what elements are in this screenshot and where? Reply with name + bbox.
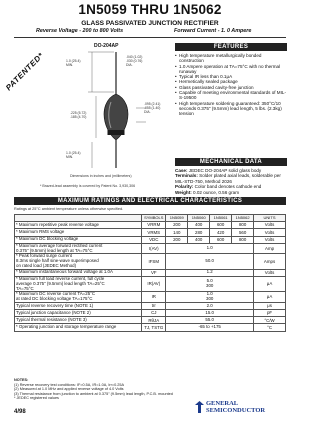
- dim-text: DIA.: [126, 62, 133, 67]
- package-label: DO-204AP: [94, 43, 119, 49]
- symbol-cell: RθJA: [142, 317, 166, 324]
- dim-text: .055 (1.40): [144, 105, 161, 110]
- value-cell: -65 to +175: [166, 324, 254, 331]
- reverse-voltage: Reverse Voltage - 200 to 800 Volts: [36, 28, 124, 34]
- value-cell: 200: [166, 222, 188, 229]
- parameter-cell: * Maximum DC blocking voltage: [15, 236, 142, 243]
- parameter-cell: * Maximum RMS voltage: [15, 229, 142, 236]
- dim-text: DIA.: [144, 109, 151, 114]
- symbol-cell: VRMS: [142, 229, 166, 236]
- feature-item: • High temperature metallurgically bonded construction: [175, 53, 287, 64]
- features-list: [175, 53, 287, 117]
- symbol-cell: IFSM: [142, 254, 166, 269]
- table-row: [15, 229, 286, 236]
- note-line: (3) Thermal resistance from junction to ambient at 0.375" (9.5mm) lead length, P.C.B. mounted: [14, 391, 173, 396]
- max-ratings-note: Ratings at 25°C ambient temperature unless otherwise specified.: [14, 207, 124, 211]
- feature-item: • Glass passivated cavity-free junction: [175, 85, 287, 90]
- terminals-label: Terminals:: [175, 173, 198, 179]
- table-body: [15, 222, 286, 331]
- table-row: [15, 310, 286, 317]
- company-logo-icon: [194, 400, 205, 414]
- feature-item: • Hermetically sealed package: [175, 79, 287, 84]
- dim-text: .185 (4.70): [70, 114, 87, 119]
- value-cell: 600: [210, 222, 232, 229]
- feature-item: • Typical IR less than 0.1μA: [175, 74, 287, 79]
- unit-cell: Amp: [254, 243, 286, 254]
- table-row: [15, 292, 286, 303]
- note-line: * JEDEC registered values: [14, 396, 59, 401]
- forward-current: Forward Current - 1. 0 Ampere: [174, 28, 252, 34]
- column-header: [15, 215, 142, 222]
- value-cell: 1.0 300: [166, 292, 254, 303]
- weight-label: Weight:: [175, 189, 192, 195]
- page-subtitle: GLASS PASSIVATED JUNCTION RECTIFIER: [81, 20, 219, 27]
- column-header: SYMBOLS: [142, 215, 166, 222]
- note-line: (2) Measured at 1.0 MHz and applied reverse voltage of 4.0 Volts: [14, 387, 124, 392]
- unit-cell: pF: [254, 310, 286, 317]
- value-cell: 1.2: [166, 269, 254, 276]
- unit-cell: °C: [254, 324, 286, 331]
- symbol-cell: IR: [142, 292, 166, 303]
- unit-cell: μA: [254, 276, 286, 291]
- page-title: 1N5059 THRU 1N5062: [78, 2, 222, 17]
- unit-cell: Volts: [254, 229, 286, 236]
- value-cell: 2.0: [166, 302, 254, 309]
- value-cell: 5.0 300: [166, 276, 254, 291]
- column-header: UNITS: [254, 215, 286, 222]
- case-value: JEDEC DO-204AP solid glass body: [188, 168, 262, 173]
- weight-value: 0.02 ounce, 0.56 gram: [193, 189, 240, 195]
- features-heading: FEATURES: [175, 43, 287, 51]
- brand-name: [206, 400, 296, 414]
- value-cell: 1.0: [166, 243, 254, 254]
- value-cell: 400: [188, 222, 210, 229]
- value-cell: 140: [166, 229, 188, 236]
- dimension-note: Dimensions in inches and (millimeters): [70, 174, 132, 178]
- value-cell: 400: [188, 236, 210, 243]
- divider: [14, 37, 286, 38]
- parameter-cell: Typical junction capacitance (NOTE 2): [15, 310, 142, 317]
- max-ratings-heading: MAXIMUM RATINGS AND ELECTRICAL CHARACTERISTICS: [14, 197, 286, 205]
- features-section: [175, 43, 287, 117]
- patented-label: PATENTED*: [4, 50, 46, 93]
- dim-text: MIN.: [66, 154, 74, 159]
- mechanical-text: [175, 168, 287, 195]
- dim-text: .040 (1.02): [126, 55, 143, 59]
- symbol-cell: I(AV): [142, 243, 166, 254]
- parameter-cell: * Maximum full load reverse current, full cycle average 0.375" (9.5mm) lead length TA=25°C TA=75°C: [15, 276, 142, 291]
- table-row: [15, 324, 286, 331]
- parameter-cell: * Maximum average forward rectified current 0.375" (9.5mm) lead length at TA=75°C: [15, 243, 142, 254]
- table-header-row: [15, 215, 286, 222]
- feature-item: • 1.0 Ampere operation at TA=75°C with no thermal runaway: [175, 64, 287, 75]
- dim-text: 1.0 (25.4): [66, 151, 81, 155]
- dim-text: MIN.: [66, 62, 74, 67]
- notes-section: [14, 378, 214, 401]
- unit-cell: μs: [254, 302, 286, 309]
- table-row: [15, 254, 286, 269]
- unit-cell: Volts: [254, 222, 286, 229]
- parameter-cell: Typical reverse recovery time (NOTE 1): [15, 302, 142, 309]
- unit-cell: Amps: [254, 254, 286, 269]
- column-header: 1N5061: [210, 215, 232, 222]
- value-cell: 600: [210, 236, 232, 243]
- value-cell: 15.0: [166, 310, 254, 317]
- terminals-value: Solder plated axial leads, solderable per MIL-STD-750, Method 2026: [175, 173, 281, 184]
- symbol-cell: trr: [142, 302, 166, 309]
- symbol-cell: VF: [142, 269, 166, 276]
- dim-text: .225 (5.72): [70, 111, 87, 115]
- notes-heading: NOTES:: [14, 378, 29, 382]
- table-row: [15, 222, 286, 229]
- unit-cell: Volts: [254, 269, 286, 276]
- table-row: [15, 276, 286, 291]
- patent-note: * Brazed-lead assembly is covered by Patent No. 3,930,306: [40, 184, 136, 188]
- value-cell: 280: [188, 229, 210, 236]
- parameter-cell: * Maximum DC reverse current TA=25°C at rated DC blocking voltage TA=175°C: [15, 292, 142, 303]
- polarity-label: Polarity:: [175, 184, 194, 190]
- parameter-cell: * Operating junction and storage temperature range: [15, 324, 142, 331]
- symbol-cell: TJ, TSTG: [142, 324, 166, 331]
- symbol-cell: IR(AV): [142, 276, 166, 291]
- symbol-cell: VRRM: [142, 222, 166, 229]
- value-cell: 800: [232, 236, 254, 243]
- dim-body-left: [70, 112, 86, 120]
- table-row: [15, 317, 286, 324]
- polarity-value: Color band denotes cathode end: [194, 184, 262, 190]
- dim-bottom-left: [66, 152, 81, 160]
- case-label: Case:: [175, 168, 188, 173]
- symbol-cell: VDC: [142, 236, 166, 243]
- value-cell: 420: [210, 229, 232, 236]
- unit-cell: °C/W: [254, 317, 286, 324]
- column-header: 1N5060: [188, 215, 210, 222]
- parameter-cell: * Maximum repetitive peak reverse voltage: [15, 222, 142, 229]
- symbol-cell: CJ: [142, 310, 166, 317]
- unit-cell: μA: [254, 292, 286, 303]
- value-cell: 200: [166, 236, 188, 243]
- note-line: (1) Reverse recovery test conditions: IF=0.5A, IR=1.0A, Irr=0.25A: [14, 382, 125, 387]
- parameter-cell: * Maximum instantaneous forward voltage at 1.0A: [15, 269, 142, 276]
- column-header: 1N5059: [166, 215, 188, 222]
- dim-body-right: [144, 103, 160, 114]
- dim-top-right: [126, 56, 142, 67]
- date-code: 4/98: [14, 409, 26, 415]
- value-cell: 55.0: [166, 317, 254, 324]
- mechanical-heading: MECHANICAL DATA: [175, 158, 287, 166]
- brand-line-2: SEMICONDUCTOR: [206, 407, 266, 414]
- feature-item: • High temperature soldering guaranteed: 350°C/10 seconds 0.375" (9.5mm) lead length, 5 lbs. (2.3kg) tension: [175, 101, 287, 117]
- parameter-cell: * Peak forward surge current 8.3ms single half sine-wave superimposed on rated load (JEDEC Method): [15, 254, 142, 269]
- dim-text: .030 (0.76): [126, 58, 143, 63]
- unit-cell: Volts: [254, 236, 286, 243]
- table-row: [15, 243, 286, 254]
- value-cell: 50.0: [166, 254, 254, 269]
- feature-item: • Capable of meeting environmental standards of MIL-S-19500: [175, 90, 287, 101]
- dim-text: .095 (2.41): [144, 102, 161, 106]
- parameter-cell: Typical thermal resistance (NOTE 3): [15, 317, 142, 324]
- value-cell: 560: [232, 229, 254, 236]
- mechanical-section: [175, 158, 287, 195]
- value-cell: 800: [232, 222, 254, 229]
- ratings-table: [14, 214, 286, 332]
- dim-top-left: [66, 60, 81, 68]
- column-header: 1N5062: [232, 215, 254, 222]
- table-row: [15, 302, 286, 309]
- brand-line-1: GENERAL: [206, 400, 239, 407]
- dim-text: 1.0 (25.4): [66, 59, 81, 63]
